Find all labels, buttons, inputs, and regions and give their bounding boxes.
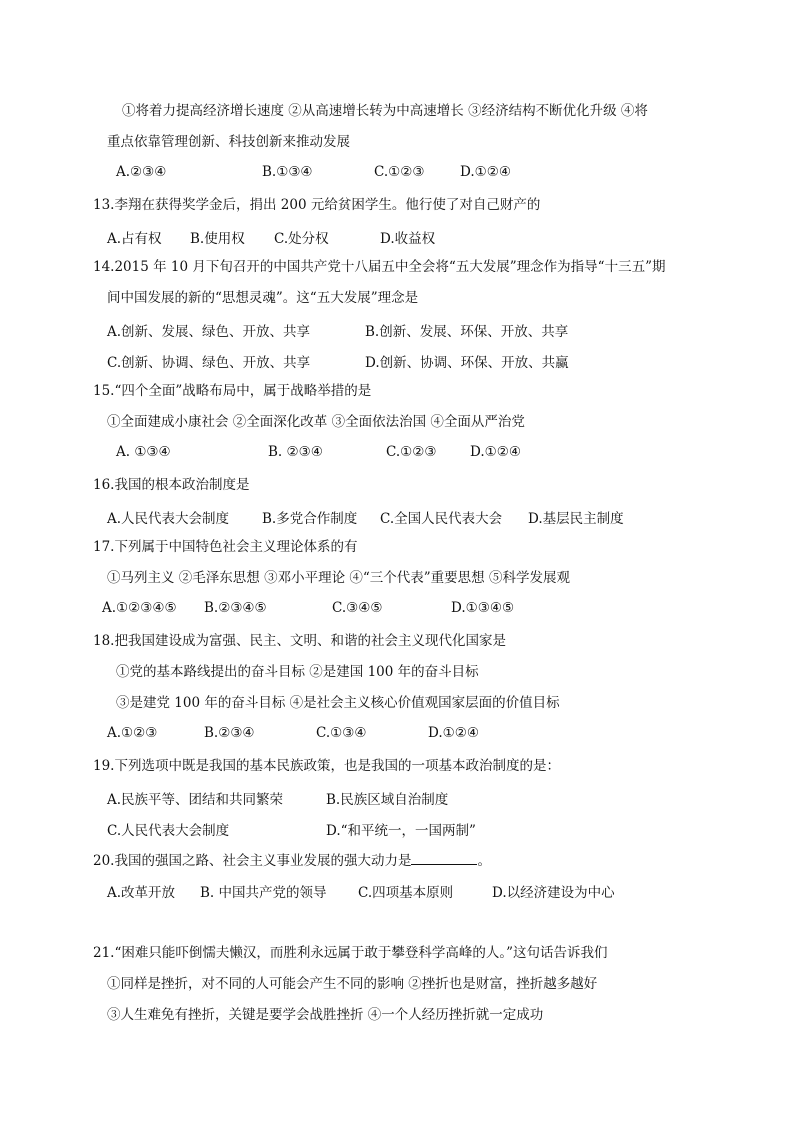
answer-blank[interactable]: [411, 850, 477, 865]
q18-item1: ①党的基本路线提出的奋斗目标 ②是建国 100 年的奋斗目标: [116, 664, 479, 680]
q16-option-a[interactable]: A.人民代表大会制度: [107, 511, 230, 527]
q14-option-a[interactable]: A.创新、发展、绿色、开放、共享: [107, 324, 311, 340]
q13-option-d[interactable]: D.收益权: [380, 231, 436, 247]
q16-option-d[interactable]: D.基层民主制度: [528, 511, 624, 527]
q16-option-c[interactable]: C.全国人民代表大会: [380, 511, 503, 527]
q18-item2: ③是建党 100 年的奋斗目标 ④是社会主义核心价值观国家层面的价值目标: [116, 695, 560, 711]
q20-option-b[interactable]: B. 中国共产党的领导: [200, 885, 327, 901]
q14-option-b[interactable]: B.创新、发展、环保、开放、共享: [365, 324, 569, 340]
q14-option-d[interactable]: D.创新、协调、环保、开放、共赢: [365, 355, 569, 371]
q19-option-c[interactable]: C.人民代表大会制度: [107, 823, 230, 839]
q13-option-b[interactable]: B.使用权: [190, 231, 245, 247]
q16-stem: 16.我国的根本政治制度是: [93, 477, 250, 493]
q15-stem: 15.“四个全面”战略布局中，属于战略举措的是: [93, 383, 372, 399]
q21-stem: 21.“困难只能吓倒懦夫懒汉，而胜利永远属于敢于攀登科学高峰的人。”这句话告诉我们: [93, 945, 608, 961]
q15-option-d[interactable]: D.①②④: [470, 444, 521, 460]
q21-item2: ③人生难免有挫折，关键是要学会战胜挫折 ④一个人经历挫折就一定成功: [107, 1007, 544, 1023]
q19-option-b[interactable]: B.民族区域自治制度: [326, 792, 449, 808]
q15-items: ①全面建成小康社会 ②全面深化改革 ③全面依法治国 ④全面从严治党: [107, 414, 525, 430]
q20-stem-end: 。: [477, 853, 491, 869]
q17-option-b[interactable]: B.②③④⑤: [204, 600, 267, 616]
q17-option-a[interactable]: A.①②③④⑤: [102, 600, 177, 616]
q18-option-a[interactable]: A.①②③: [107, 725, 158, 741]
q17-option-d[interactable]: D.①③④⑤: [451, 600, 515, 616]
q13-option-a[interactable]: A.占有权: [107, 231, 162, 247]
q14-option-c[interactable]: C.创新、协调、绿色、开放、共享: [107, 355, 311, 371]
q20-option-a[interactable]: A.改革开放: [107, 885, 176, 901]
q20-stem: 20.我国的强国之路、社会主义事业发展的强大动力是: [93, 853, 412, 869]
q19-option-a[interactable]: A.民族平等、团结和共同繁荣: [107, 792, 284, 808]
q14-stem: 14.2015 年 10 月下旬召开的中国共产党十八届五中全会将“五大发展”理念作为指导“十三五”期: [93, 259, 666, 275]
q18-option-c[interactable]: C.①③④: [316, 725, 367, 741]
q21-item1: ①同样是挫折，对不同的人可能会产生不同的影响 ②挫折也是财富，挫折越多越好: [107, 976, 598, 992]
q14-stem-cont: 间中国发展的新的“思想灵魂”。这“五大发展”理念是: [107, 290, 419, 306]
q20-option-c[interactable]: C.四项基本原则: [358, 885, 454, 901]
q19-option-d[interactable]: D.“和平统一，一国两制”: [326, 823, 476, 839]
q12-items-cont: 重点依靠管理创新、科技创新来推动发展: [107, 134, 350, 150]
q18-option-d[interactable]: D.①②④: [428, 725, 479, 741]
q15-option-a[interactable]: A. ①③④: [116, 444, 171, 460]
q12-option-a[interactable]: A.②③④: [116, 164, 167, 180]
q15-option-b[interactable]: B. ②③④: [268, 444, 323, 460]
q19-stem: 19.下列选项中既是我国的基本民族政策，也是我国的一项基本政治制度的是：: [93, 758, 560, 774]
q17-items: ①马列主义 ②毛泽东思想 ③邓小平理论 ④“三个代表”重要思想 ⑤科学发展观: [107, 570, 570, 586]
q18-option-b[interactable]: B.②③④: [204, 725, 255, 741]
q12-option-b[interactable]: B.①③④: [262, 164, 313, 180]
q17-stem: 17.下列属于中国特色社会主义理论体系的有: [93, 539, 358, 555]
q16-option-b[interactable]: B.多党合作制度: [262, 511, 358, 527]
q13-option-c[interactable]: C.处分权: [274, 231, 329, 247]
q18-stem: 18.把我国建设成为富强、民主、文明、和谐的社会主义现代化国家是: [93, 633, 506, 649]
q17-option-c[interactable]: C.③④⑤: [332, 600, 383, 616]
q12-option-d[interactable]: D.①②④: [460, 164, 511, 180]
q20-stem-line: [93, 850, 491, 870]
q12-option-c[interactable]: C.①②③: [374, 164, 425, 180]
q20-option-d[interactable]: D.以经济建设为中心: [492, 885, 615, 901]
q13-stem: 13.李翔在获得奖学金后，捐出 200 元给贫困学生。他行使了对自己财产的: [93, 197, 541, 213]
q12-items: ①将着力提高经济增长速度 ②从高速增长转为中高速增长 ③经济结构不断优化升级 ④将: [122, 103, 648, 119]
q15-option-c[interactable]: C.①②③: [386, 444, 437, 460]
